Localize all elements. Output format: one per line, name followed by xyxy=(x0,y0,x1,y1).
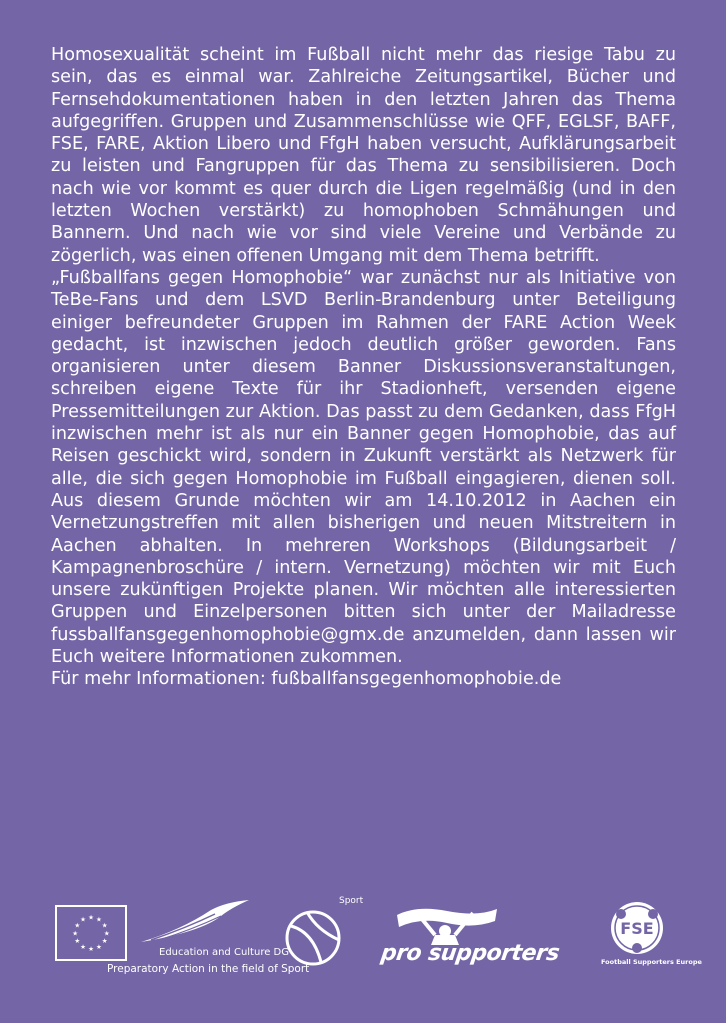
eu-star-icon: ★ xyxy=(101,921,108,930)
fse-tagline: Football Supporters Europe xyxy=(601,958,702,966)
fse-logo xyxy=(601,900,702,980)
edu-line-1: Education and Culture DG xyxy=(159,947,289,958)
eu-star-icon: ★ xyxy=(80,942,87,951)
swoosh-icon xyxy=(141,900,251,945)
eu-star-icon: ★ xyxy=(74,937,81,946)
sport-label: Sport xyxy=(339,896,364,906)
eu-star-icon: ★ xyxy=(88,945,94,954)
paragraph-1: Homosexualität scheint im Fußball nicht mehr das riesige Tabu zu sein, das es einmal war. Zahlreiche Zeitungsartikel, Bücher und Fernsehdokumentationen haben in den letzten Jahren das Thema aufgegriffen. Gruppen und Zusammenschlüsse wie QFF, EGLSF, BAFF, FSE, FARE, Aktion Libero und FfgH haben versucht, Aufklärungsarbeit zu leisten und Fangruppen für das Thema zu sensibilisieren. Doch nach wie vor kommt es quer durch die Ligen regelmäßig (und in den letzten Wochen verstärkt) zu homophoben Schmähungen und Bannern. Und nach wie vor sind viele Vereine und Verbände zu zögerlich, was einen offenen Umgang mit dem Thema betrifft. xyxy=(51,45,676,266)
eu-star-icon: ★ xyxy=(72,929,79,938)
eu-star-icon: ★ xyxy=(80,915,87,924)
fse-letters: FSE xyxy=(620,919,654,938)
sponsor-logos xyxy=(55,896,702,990)
article-text xyxy=(51,44,676,691)
eu-star-icon: ★ xyxy=(88,913,94,922)
info-line: Für mehr Informationen: fußballfansgegenhomophobie.de xyxy=(51,669,562,690)
sport-logo xyxy=(283,896,364,972)
fse-ball-icon xyxy=(609,900,665,956)
eu-star-icon: ★ xyxy=(103,929,110,938)
paragraph-2: „Fußballfans gegen Homophobie“ war zunächst nur als Initiative von TeBe-Fans und dem LSVD Berlin-Brandenburg unter Beteiligung einiger befreundeter Gruppen im Rahmen der FARE Action Week gedacht, ist inzwischen jedoch deutlich größer geworden. Fans organisieren unter diesem Banner Diskussionsveranstaltungen, schreiben eigene Texte für ihr Stadionheft, versenden eigene Pressemitteilungen zur Aktion. Das passt zu dem Gedanken, dass FfgH inzwischen mehr ist als nur ein Banner gegen Homophobie, das auf Reisen geschickt wird, sondern in Zukunft verstärkt als Netzwerk für alle, die sich gegen Homophobie im Fußball eingagieren, dienen soll. Aus diesem Grunde möchten wir am 14.10.2012 in Aachen ein Vernetzungstreffen mit allen bisherigen und neuen Mitstreitern in Aachen abhalten. In mehreren Workshops (Bildungsarbeit / Kampagnenbroschüre / intern. Vernetzung) möchten wir mit Euch unsere zukünftigen Projekte planen. Wir möchten alle interessierten Gruppen und Einzelpersonen bitten sich unter der Mailadresse fussballfansgegenhomophobie@gmx.de anzumelden, dann lassen wir Euch weitere Informationen zukommen. xyxy=(51,267,676,668)
ball-icon xyxy=(283,902,353,972)
prosupporters-wordmark: pro supporters xyxy=(379,941,561,966)
eu-star-icon: ★ xyxy=(95,942,102,951)
eu-star-icon: ★ xyxy=(74,921,81,930)
edu-line-2: Preparatory Action in the field of Sport xyxy=(107,963,310,975)
eu-star-icon: ★ xyxy=(101,937,108,946)
eu-star-icon: ★ xyxy=(95,915,102,924)
prosupporters-logo xyxy=(377,905,573,975)
